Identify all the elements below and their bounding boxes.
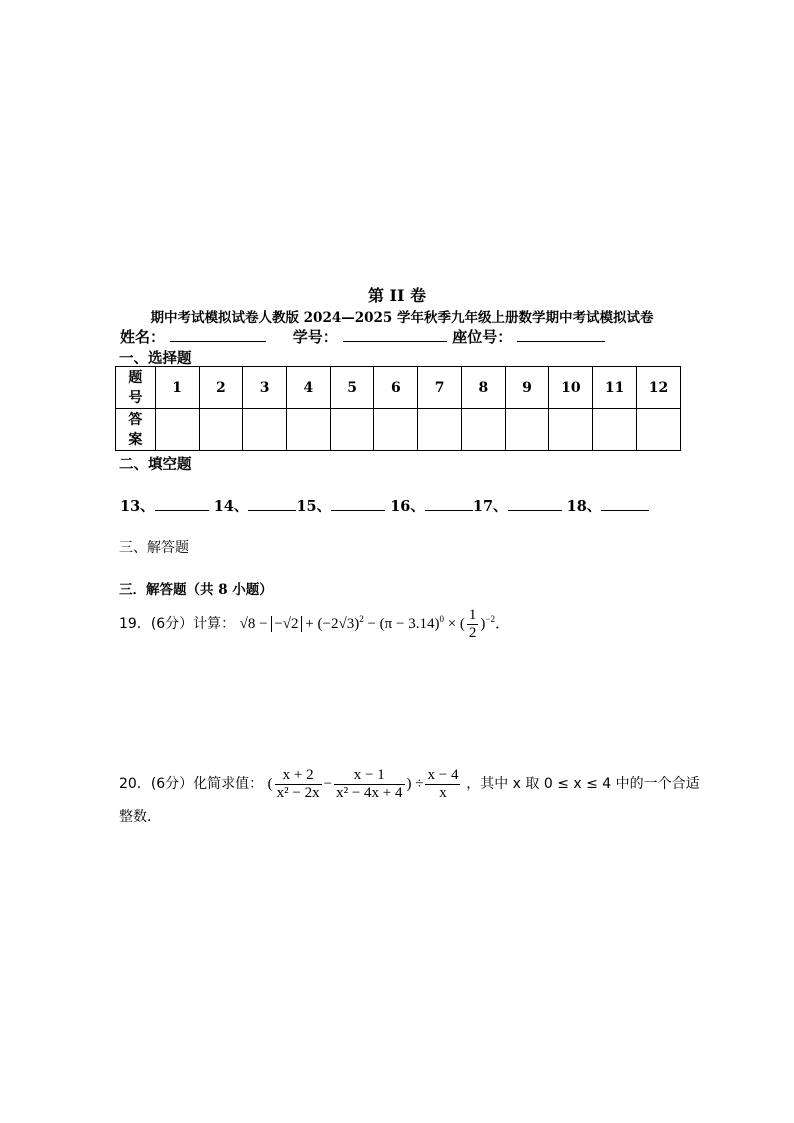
question-number-row [116, 367, 681, 409]
question-number-cell: 6 [374, 367, 418, 409]
answer-cell[interactable] [374, 409, 418, 451]
q20-fraction-2: $\frac{x - 1}{\text{x² − 4x + 4}}$ [336, 767, 403, 802]
question-number-cell: 1 [155, 367, 199, 409]
question-number-cell: 5 [330, 367, 374, 409]
answer-cell[interactable] [243, 409, 287, 451]
fill-label-14: 14、 [213, 498, 249, 515]
q19-half-fraction: $\frac{1}{2}$ [468, 607, 477, 642]
answer-cell[interactable] [155, 409, 199, 451]
answer-cell[interactable] [505, 409, 549, 451]
q20-line-2: 整数． [119, 809, 161, 825]
section-solve-title: 三、解答题 [119, 540, 189, 556]
exam-subtitle: 期中考试模拟试卷人教版 2024—2025 学年秋季九年级上册数学期中考试模拟试卷 [150, 310, 654, 326]
q19-prefix: 19．(6分）计算： [119, 616, 236, 632]
exam-part-title: 第 II 卷 [367, 286, 427, 305]
question-20 [119, 764, 700, 804]
question-number-cell: 12 [637, 367, 681, 409]
fill-blanks-line [120, 495, 649, 516]
q20-fraction-1: $\frac{x + 2}{\text{x² − 2x}}$ [276, 767, 320, 802]
answer-table [115, 366, 681, 451]
q20-expression: ( $\frac{x + 2}{\text{x² − 2x}}$ − $\frac{x - 1}{\text{x² − 4x + 4}}$ ) ÷ $\frac{x - 4}{x}$ [267, 767, 459, 802]
student-id-label: 学号： [292, 328, 338, 346]
question-number-header: 题号 [116, 367, 156, 409]
fill-blank-15[interactable] [331, 498, 385, 511]
seat-label: 座位号： [452, 328, 513, 346]
fill-blank-14[interactable] [248, 498, 296, 511]
section-fill-title: 二、填空题 [119, 456, 192, 473]
answer-row [116, 409, 681, 451]
section-choice-title: 一、选择题 [119, 350, 192, 367]
answer-cell[interactable] [549, 409, 593, 451]
question-number-cell: 3 [243, 367, 287, 409]
name-blank[interactable] [170, 326, 266, 342]
answer-cell[interactable] [461, 409, 505, 451]
question-number-cell: 4 [287, 367, 331, 409]
fill-blank-18[interactable] [601, 498, 649, 511]
answer-cell[interactable] [330, 409, 374, 451]
q20-condition: ，其中 x 取 0 ≤ x ≤ 4 中的一个合适 [466, 776, 700, 792]
q20-prefix: 20．(6分）化简求值： [119, 776, 264, 792]
fill-label-15: 15、 [296, 498, 332, 515]
fill-blank-16[interactable] [425, 498, 473, 511]
answer-cell[interactable] [593, 409, 637, 451]
q19-abs-value: −√2 [271, 616, 301, 632]
fill-label-13: 13、 [120, 498, 155, 515]
answer-cell[interactable] [418, 409, 462, 451]
seat-blank[interactable] [517, 326, 605, 342]
question-19 [119, 604, 510, 642]
name-label: 姓名： [120, 328, 166, 346]
question-number-cell: 8 [461, 367, 505, 409]
student-id-blank[interactable] [343, 326, 447, 342]
question-number-cell: 2 [199, 367, 243, 409]
answer-header: 答案 [116, 409, 156, 451]
fill-blank-13[interactable] [155, 498, 209, 511]
answer-cell[interactable] [637, 409, 681, 451]
question-number-cell: 9 [505, 367, 549, 409]
section-solve-subtitle: 三．解答题（共 8 小题） [119, 582, 273, 598]
question-number-cell: 7 [418, 367, 462, 409]
fill-label-17: 17、 [472, 498, 508, 515]
fill-label-16: 16、 [390, 498, 425, 515]
answer-cell[interactable] [287, 409, 331, 451]
q19-expression: $√8 - -√2 + (-2√3)^2 - (\pi - 3.14)^0$ × ( $\frac{1}{2}$ )$^{-2}$． [239, 607, 510, 642]
student-info-line [120, 326, 605, 347]
answer-cell[interactable] [199, 409, 243, 451]
fill-blank-17[interactable] [508, 498, 562, 511]
q20-fraction-3: $\frac{x - 4}{x}$ [427, 767, 459, 802]
question-number-cell: 11 [593, 367, 637, 409]
question-number-cell: 10 [549, 367, 593, 409]
fill-label-18: 18、 [566, 498, 602, 515]
